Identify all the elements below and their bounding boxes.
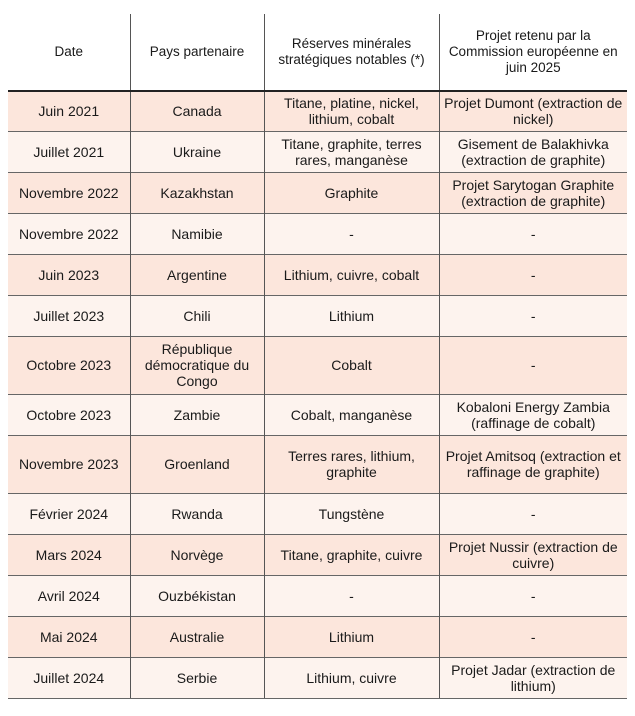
table-row <box>8 91 627 131</box>
table-row <box>8 435 627 493</box>
cell-date: Juillet 2023 <box>8 295 130 336</box>
cell-country: Argentine <box>130 254 264 295</box>
table-body <box>8 91 627 698</box>
cell-date: Novembre 2022 <box>8 213 130 254</box>
cell-date: Novembre 2023 <box>8 435 130 493</box>
cell-country: Norvège <box>130 534 264 575</box>
table-row <box>8 336 627 394</box>
cell-date: Février 2024 <box>8 493 130 534</box>
cell-country: Ukraine <box>130 131 264 172</box>
cell-reserves: Lithium <box>264 616 439 657</box>
table-row <box>8 575 627 616</box>
cell-reserves: Titane, graphite, cuivre <box>264 534 439 575</box>
cell-project: Projet Sarytogan Graphite (extraction de graphite) <box>439 172 627 213</box>
cell-country: Kazakhstan <box>130 172 264 213</box>
cell-project: - <box>439 575 627 616</box>
cell-reserves: Titane, platine, nickel, lithium, cobalt <box>264 91 439 131</box>
cell-country: Rwanda <box>130 493 264 534</box>
cell-date: Novembre 2022 <box>8 172 130 213</box>
cell-project: - <box>439 616 627 657</box>
table-header <box>8 14 627 91</box>
cell-project: Projet Jadar (extraction de lithium) <box>439 657 627 698</box>
cell-date: Octobre 2023 <box>8 394 130 435</box>
header-row <box>8 14 627 91</box>
table-row <box>8 493 627 534</box>
cell-country: Serbie <box>130 657 264 698</box>
cell-date: Juin 2021 <box>8 91 130 131</box>
cell-reserves: Terres rares, lithium, graphite <box>264 435 439 493</box>
cell-project: - <box>439 213 627 254</box>
cell-reserves: Lithium <box>264 295 439 336</box>
cell-country: République démocratique du Congo <box>130 336 264 394</box>
table-row <box>8 172 627 213</box>
header-reserves: Réserves minérales stratégiques notables (*) <box>264 14 439 91</box>
header-country: Pays partenaire <box>130 14 264 91</box>
cell-project: Kobaloni Energy Zambia (raffinage de cobalt) <box>439 394 627 435</box>
table-row <box>8 131 627 172</box>
cell-project: - <box>439 336 627 394</box>
header-project: Projet retenu par la Commission européenne en juin 2025 <box>439 14 627 91</box>
table-row <box>8 394 627 435</box>
cell-date: Juillet 2021 <box>8 131 130 172</box>
cell-country: Canada <box>130 91 264 131</box>
cell-date: Avril 2024 <box>8 575 130 616</box>
cell-project: Gisement de Balakhivka (extraction de graphite) <box>439 131 627 172</box>
header-date: Date <box>8 14 130 91</box>
cell-reserves: Lithium, cuivre, cobalt <box>264 254 439 295</box>
table-row <box>8 213 627 254</box>
cell-country: Groenland <box>130 435 264 493</box>
table-row <box>8 254 627 295</box>
cell-reserves: Graphite <box>264 172 439 213</box>
cell-project: - <box>439 493 627 534</box>
table-row <box>8 295 627 336</box>
cell-reserves: - <box>264 213 439 254</box>
cell-country: Australie <box>130 616 264 657</box>
cell-date: Octobre 2023 <box>8 336 130 394</box>
cell-project: - <box>439 254 627 295</box>
cell-reserves: Cobalt <box>264 336 439 394</box>
cell-reserves: Cobalt, manganèse <box>264 394 439 435</box>
cell-date: Mars 2024 <box>8 534 130 575</box>
cell-country: Chili <box>130 295 264 336</box>
partnerships-table <box>8 14 627 699</box>
cell-reserves: Lithium, cuivre <box>264 657 439 698</box>
cell-project: Projet Amitsoq (extraction et raffinage de graphite) <box>439 435 627 493</box>
table-container <box>8 14 627 699</box>
table-row <box>8 534 627 575</box>
cell-project: Projet Nussir (extraction de cuivre) <box>439 534 627 575</box>
cell-reserves: Tungstène <box>264 493 439 534</box>
cell-project: Projet Dumont (extraction de nickel) <box>439 91 627 131</box>
cell-reserves: - <box>264 575 439 616</box>
cell-country: Zambie <box>130 394 264 435</box>
table-row <box>8 657 627 698</box>
cell-project: - <box>439 295 627 336</box>
cell-country: Ouzbékistan <box>130 575 264 616</box>
cell-date: Juillet 2024 <box>8 657 130 698</box>
cell-country: Namibie <box>130 213 264 254</box>
cell-date: Juin 2023 <box>8 254 130 295</box>
cell-date: Mai 2024 <box>8 616 130 657</box>
cell-reserves: Titane, graphite, terres rares, manganèse <box>264 131 439 172</box>
table-row <box>8 616 627 657</box>
